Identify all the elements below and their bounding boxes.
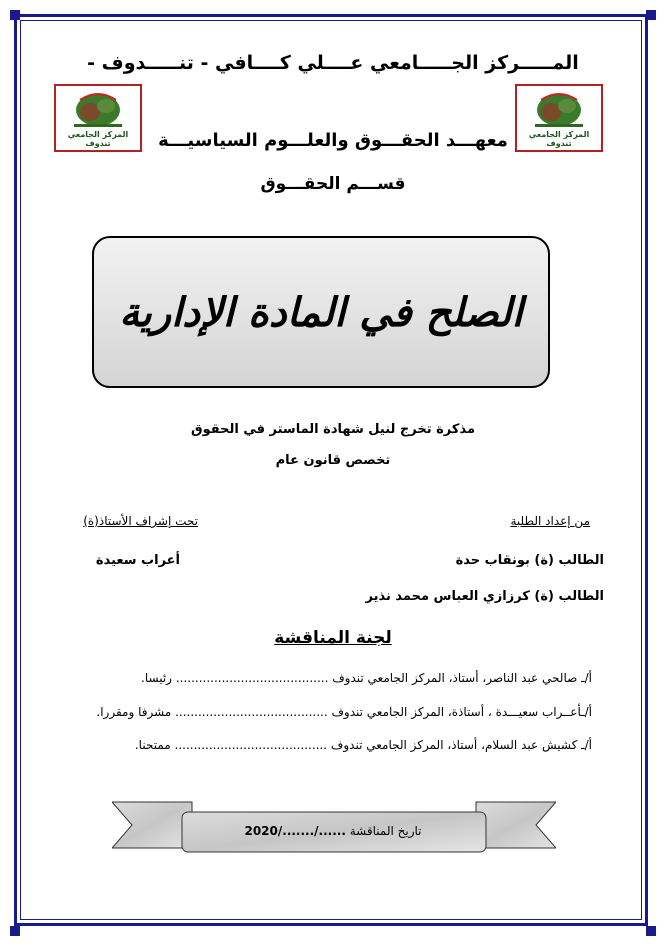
title-box (92, 236, 550, 388)
student-prefix: الطالب (ة) (534, 589, 604, 604)
committee-member-row (135, 738, 592, 752)
thesis-degree: مذكرة تخرج لنيل شهادة الماستر في الحقوق (190, 422, 476, 437)
logo-left (54, 84, 142, 152)
student-name: كرزازي العباس محمد نذير (365, 589, 530, 604)
page-border-inner (20, 20, 642, 920)
member-role: ممتحنا. (134, 738, 171, 752)
prepared-by-label: من إعداد الطلبة (510, 514, 590, 528)
member-role: مشرفا ومقررا. (96, 705, 172, 719)
member-role: رئيسا. (141, 671, 172, 685)
student-name: بونقاب حدة (455, 553, 530, 568)
student-row (456, 553, 604, 568)
student-prefix: الطالب (ة) (534, 553, 604, 568)
member-affiliation: أستاذ، المركز الجامعي تندوف (332, 671, 479, 685)
discussion-date-value: ....../......./2020 (244, 824, 346, 838)
member-name: أ/ـأعــراب سعيـــدة ، (487, 705, 592, 719)
discussion-date-label: تاريخ المناقشة (349, 824, 422, 838)
student-row (365, 589, 604, 604)
committee-member-row (141, 671, 592, 685)
member-dots: ........................................ (175, 671, 329, 685)
member-affiliation: أستاذة، المركز الجامعي تندوف (331, 705, 485, 719)
frame-corner (646, 926, 656, 936)
member-affiliation: أستاذ، المركز الجامعي تندوف (330, 738, 478, 752)
member-dots: ........................................ (175, 705, 328, 719)
supervisor-name: أعراب سعيدة (95, 553, 180, 568)
member-name: أ/ـ صالحي عبد الناصر، (482, 671, 592, 685)
frame-corner (10, 10, 20, 20)
logo-caption: المركز الجامعي تندوف (528, 130, 590, 148)
supervisor-label: تحت إشراف الأستاذ(ة) (83, 514, 198, 528)
department-name: قســـم الحقـــوق (260, 174, 406, 194)
university-name: المـــــركز الجـــــامعي عــــلي كــــافي - تنـــــدوف - (87, 52, 579, 74)
logo-right (515, 84, 603, 152)
thesis-specialty: تخصص قانون عام (275, 453, 391, 468)
institute-name: معهـــد الحقـــوق والعلـــوم السياسيـــة (158, 130, 508, 151)
committee-title: لجنة المناقشة (274, 628, 392, 648)
discussion-date (190, 824, 476, 838)
member-name: أ/ـ كشيش عبد السلام، (481, 738, 592, 752)
member-dots: ........................................ (174, 738, 328, 752)
thesis-title: الصلح في المادة الإدارية (119, 288, 523, 336)
logo-caption: المركز الجامعي تندوف (67, 130, 129, 148)
committee-member-row (96, 705, 592, 719)
frame-corner (646, 10, 656, 20)
frame-corner (10, 926, 20, 936)
